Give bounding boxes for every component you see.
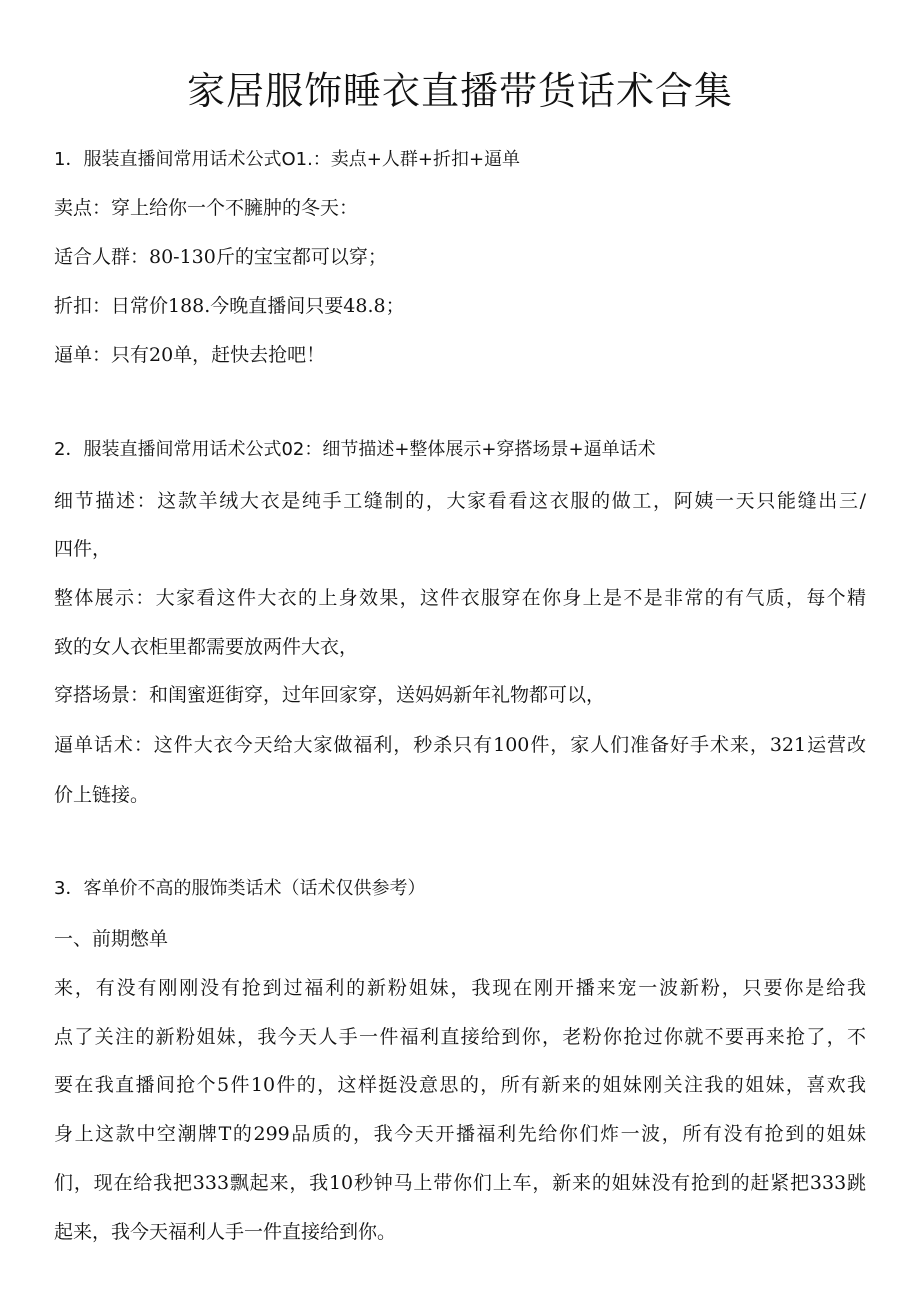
section-2-line-urgency-2: 价上链接。 <box>54 784 150 806</box>
section-3-paragraph-line-4: 身上这款中空潮牌T的299品质的，我今天开播福利先给你们炸一波，所有没有抢到的姐妹 <box>54 1123 866 1145</box>
section-1-line-discount: 折扣：日常价188.今晚直播间只要48.8； <box>54 295 405 317</box>
section-2-line-urgency-1: 逼单话术：这件大衣今天给大家做福利，秒杀只有100件，家人们准备好手术来，321运营改 <box>54 734 866 756</box>
section-1-line-target-audience: 适合人群：80-130斤的宝宝都可以穿； <box>54 246 387 268</box>
section-3-heading: 3．客单价不高的服饰类话术（话术仅供参考） <box>54 878 426 899</box>
section-3-paragraph-line-3: 要在我直播间抢个5件10件的，这样挺没意思的，所有新来的姐妹刚关注我的姐妹，喜欢我 <box>54 1074 866 1096</box>
section-2-heading: 2．服装直播间常用话术公式02：细节描述+整体展示+穿搭场景+逼单话术 <box>54 439 656 460</box>
section-1-line-urgency: 逼单：只有20单，赶快去抢吧！ <box>54 344 326 366</box>
section-3-subheading: 一、前期憋单 <box>54 928 169 950</box>
section-3-paragraph-line-2: 点了关注的新粉姐妹，我今天人手一件福利直接给到你，老粉你抢过你就不要再来抢了，不 <box>54 1026 866 1048</box>
section-3-paragraph-line-1: 来，有没有刚刚没有抢到过福利的新粉姐妹，我现在刚开播来宠一波新粉，只要你是给我 <box>54 977 866 999</box>
section-3-paragraph-line-5: 们，现在给我把333飘起来，我10秒钟马上带你们上车，新来的姐妹没有抢到的赶紧把333跳 <box>54 1172 866 1194</box>
section-2-line-scenario: 穿搭场景：和闺蜜逛街穿，过年回家穿，送妈妈新年礼物都可以， <box>54 684 606 706</box>
section-3-paragraph-line-6: 起来，我今天福利人手一件直接给到你。 <box>54 1221 397 1243</box>
section-2-line-overall-1: 整体展示：大家看这件大衣的上身效果，这件衣服穿在你身上是不是非常的有气质，每个精 <box>54 587 866 609</box>
section-2-line-detail-1: 细节描述：这款羊绒大衣是纯手工缝制的，大家看看这衣服的做工，阿姨一天只能缝出三/ <box>54 490 866 512</box>
section-2-line-overall-2: 致的女人衣柜里都需要放两件大衣， <box>54 636 359 658</box>
section-2-line-detail-2: 四件， <box>54 538 112 560</box>
section-1-line-selling-point: 卖点：穿上给你一个不臃肿的冬天： <box>54 197 359 219</box>
section-1-heading: 1．服装直播间常用话术公式O1.：卖点+人群+折扣+逼单 <box>54 149 521 170</box>
document-title: 家居服饰睡衣直播带货话术合集 <box>186 69 733 113</box>
